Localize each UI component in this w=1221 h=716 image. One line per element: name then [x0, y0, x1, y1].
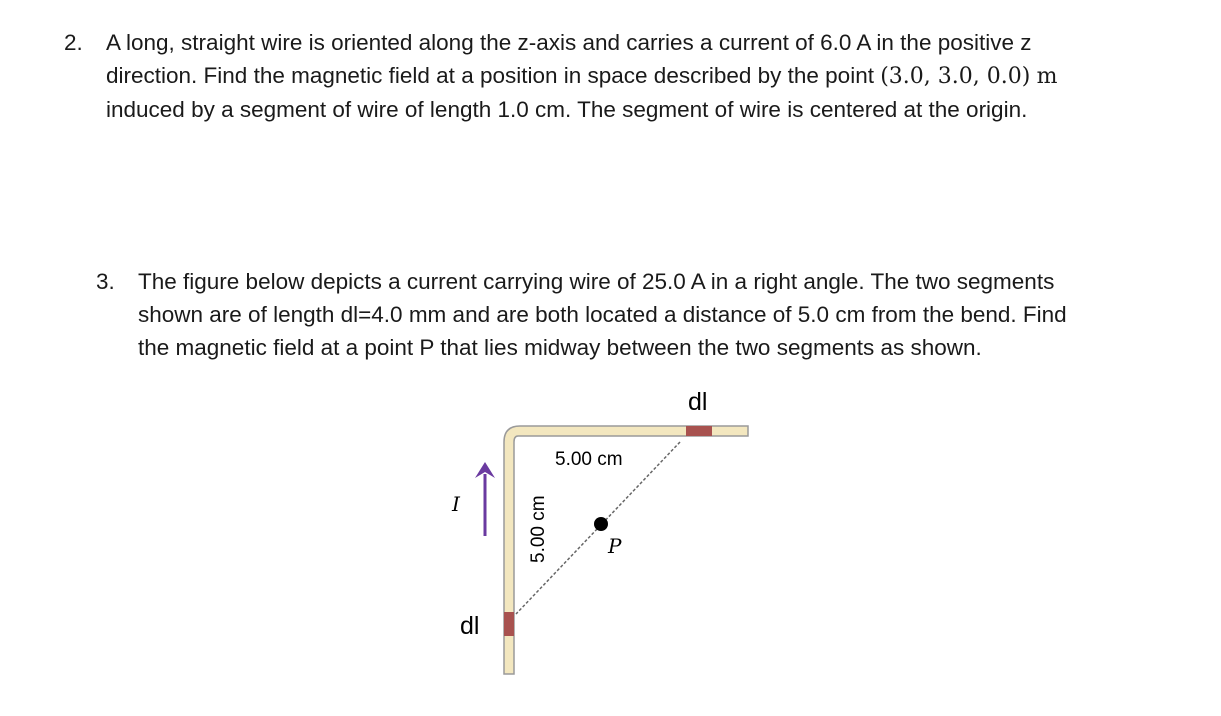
problem-2 — [64, 26, 1164, 126]
problem-2-line-3: induced by a segment of wire of length 1.0 cm. The segment of wire is centered at the origin. — [106, 97, 1028, 122]
problem-3-line-3: the magnetic field at a point P that lies midway between the two segments as shown. — [138, 335, 982, 360]
problem-2-point-unit: m — [1036, 64, 1058, 89]
dl-top-label: dl — [688, 388, 708, 416]
dl-segment-bottom — [504, 612, 514, 636]
problem-3-line-1: The figure below depicts a current carrying wire of 25.0 A in a right angle. The two segments — [138, 269, 1055, 294]
horizontal-distance-label: 5.00 cm — [555, 449, 623, 470]
problem-2-line-2-text: direction. Find the magnetic field at a position in space described by the point — [106, 63, 881, 88]
problem-2-line-2 — [106, 59, 1156, 93]
dl-bottom-label: dl — [460, 612, 480, 640]
problem-3-text — [138, 265, 1188, 364]
dl-segment-top — [686, 426, 712, 436]
problem-3 — [96, 265, 1196, 365]
problem-2-line-1: A long, straight wire is oriented along the z-axis and carries a current of 6.0 A in the positive z — [106, 30, 1032, 55]
problem-2-point-coordinates: (3.0, 3.0, 0.0) — [880, 64, 1031, 89]
problem-2-text — [106, 26, 1156, 126]
current-label: I — [452, 492, 460, 516]
problem-3-number: 3. — [96, 269, 115, 294]
point-p-marker — [594, 517, 608, 531]
right-angle-wire-figure — [430, 376, 770, 686]
figure-svg — [430, 376, 770, 686]
vertical-distance-label: 5.00 cm — [528, 495, 549, 563]
point-p-label: P — [608, 534, 622, 558]
problem-3-line-2: shown are of length dl=4.0 mm and are both located a distance of 5.0 cm from the bend. Find — [138, 302, 1067, 327]
problem-2-number: 2. — [64, 30, 83, 55]
